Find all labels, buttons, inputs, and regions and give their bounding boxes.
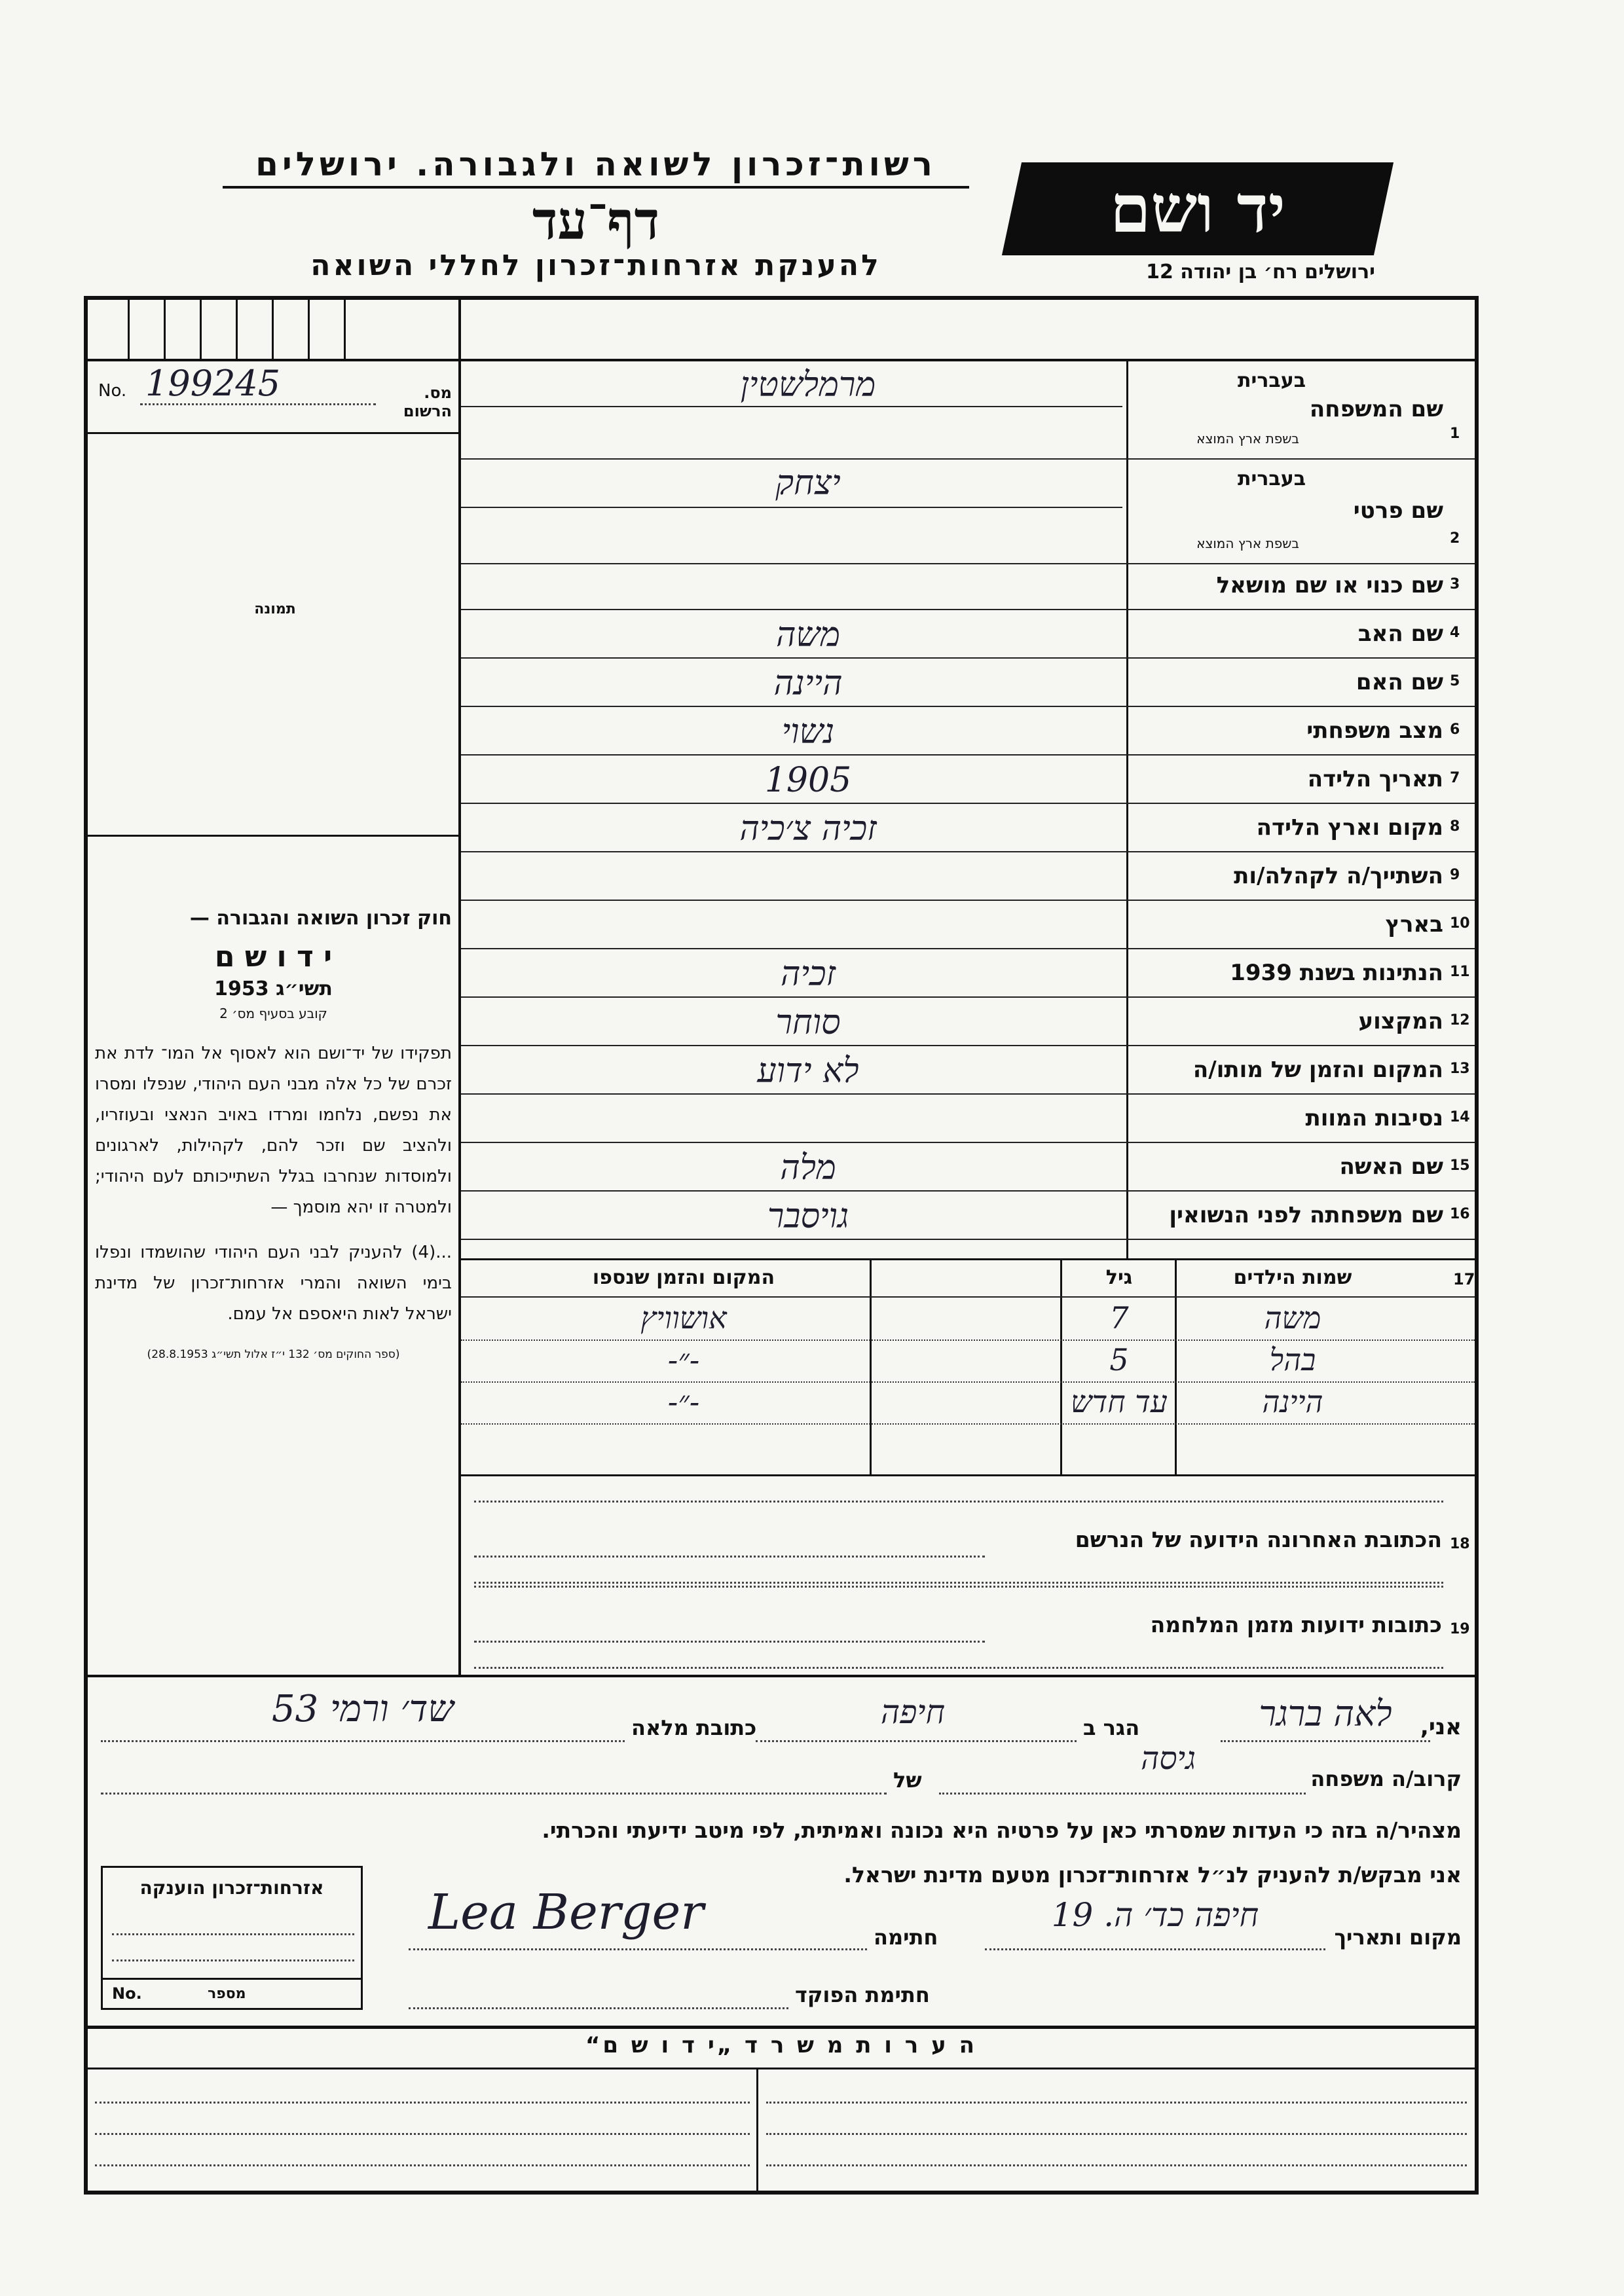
place-date-value: חיפה כד׳ ה. 19	[1051, 1896, 1259, 1934]
declarant-city: חיפה	[880, 1693, 946, 1731]
child-place: -״-	[667, 1342, 700, 1377]
field-row-2	[461, 460, 1475, 564]
field-label: השתייך/ה לקהלה/ות	[1234, 863, 1443, 889]
field-row-12	[461, 998, 1475, 1046]
registration-prefix: No.	[98, 381, 127, 401]
field-label: שם האשה	[1339, 1154, 1443, 1180]
field-value: זכיה צ׳כיה	[739, 809, 877, 848]
fields-area	[461, 361, 1475, 1258]
field-sub-hebrew: בעברית	[1238, 467, 1306, 490]
photo-label: תמונה	[254, 601, 296, 617]
form-subtitle: להענקת אזרחות־זכרון לחללי השואה	[310, 249, 881, 282]
field-label: שם המשפחה	[1309, 396, 1443, 422]
field-row-5	[461, 659, 1475, 707]
field-label: שם משפחתה לפני הנשואין	[1169, 1202, 1443, 1228]
child-name: בהל	[1269, 1342, 1316, 1377]
field-row-7	[461, 756, 1475, 804]
law-block	[95, 907, 452, 1361]
child-name: משה	[1264, 1300, 1321, 1336]
address-field-number: 19	[1450, 1621, 1470, 1637]
child-place: אושוויץ	[640, 1300, 727, 1336]
address-field-label: כתובות ידועות מזמן המלחמה	[1150, 1612, 1442, 1637]
registration-number: 199245	[145, 363, 281, 404]
office-notes-title: ה ע ר ו ת מ ש ר ד „י ד ו ש ם“	[585, 2032, 977, 2058]
registration-label: מס. הרשום	[403, 384, 452, 420]
field-row-15	[461, 1143, 1475, 1192]
law-name: י ד ו ש ם	[214, 940, 333, 974]
field-sub-origin: בשפת ארץ המוצא	[1196, 536, 1299, 551]
field-row-4	[461, 610, 1475, 659]
field-value: היינה	[773, 664, 843, 703]
law-year: תשי״ג 1953	[214, 977, 333, 1000]
child-name: היינה	[1262, 1384, 1323, 1419]
declaration-statement-1: מצהיר/ה בזה כי העדות שמסרתי כאן על פרטיה היא נכונה ואמיתית, לפי מיטב ידיעתי והכרתי.	[542, 1817, 1462, 1843]
child-row	[461, 1299, 1475, 1341]
law-clause: קובע בסעיף מס׳ 2	[219, 1006, 327, 1021]
logo-text: יד ושם	[1110, 170, 1285, 247]
field-label: הנתינות בשנת 1939	[1230, 960, 1443, 986]
children-col-age: גיל	[1105, 1266, 1133, 1289]
field-label: בארץ	[1385, 911, 1443, 938]
declarant-address: שד׳ ורמי 53	[271, 1688, 454, 1730]
field-value: 1905	[764, 761, 852, 800]
field-number: 11	[1450, 964, 1470, 980]
field-number: 2	[1450, 530, 1460, 547]
field-number: 12	[1450, 1012, 1470, 1029]
stamp-box-title: אזרחות־זכרון הוענקה	[139, 1877, 324, 1899]
field-value: משה	[775, 615, 841, 655]
field-sub-origin: בשפת ארץ המוצא	[1196, 431, 1299, 446]
children-col-place: המקום והזמן שנספו	[592, 1266, 775, 1289]
field-label: שם כנוי או שם מושאל	[1216, 572, 1443, 598]
authority-title: רשות־זכרון לשואה ולגבורה. ירושלים	[223, 145, 969, 189]
child-age: עד חדש	[1071, 1384, 1168, 1419]
law-text-1: תפקידו של יד־ושם הוא לאסוף אל המו־ לדת את זכרם של כל אלה מבני העם היהודי, שנפלו ומסרו את נפשם, נלחמו ומרדו באויב הנאצי ובעוזריו, ולהציב שם וזכר להם, לקהילות, לארגונים ולמוסדות שנחרבו בגלל השתייכותם לעם היהודי; ולמטרה זו יהא מוסמך —	[95, 1044, 452, 1217]
child-age: 7	[1109, 1300, 1129, 1336]
field-row-13	[461, 1046, 1475, 1095]
field-label: שם פרטי	[1353, 498, 1443, 524]
field-label: שם האב	[1357, 621, 1443, 647]
children-number: 17	[1453, 1270, 1475, 1288]
full-address-label: כתובת מלאה	[631, 1715, 757, 1740]
field-number: 6	[1450, 721, 1460, 738]
law-heading: חוק זכרון השואה והגבורה —	[189, 907, 452, 930]
field-number: 10	[1450, 915, 1470, 932]
field-value: נשוי	[781, 712, 835, 752]
relative-label: קרוב/ה משפחה	[1310, 1766, 1462, 1791]
declaration-statement-2: אני מבקש/ת להעניק לנ״ל אזרחות־זכרון מטעם מדינת ישראל.	[843, 1862, 1462, 1887]
logo-address: ירושלים רח׳ בן יהודה 12	[1146, 261, 1375, 283]
field-row-11	[461, 949, 1475, 998]
field-number: 7	[1450, 770, 1460, 786]
field-number: 4	[1450, 625, 1460, 641]
field-value: גויסבר	[767, 1197, 849, 1236]
field-number: 1	[1450, 426, 1460, 442]
field-label: שם האם	[1356, 669, 1443, 695]
field-row-14	[461, 1095, 1475, 1143]
officer-signature-label: חתימת הפוקד	[795, 1982, 930, 2007]
field-number: 15	[1450, 1157, 1470, 1174]
child-row	[461, 1341, 1475, 1383]
address-field-label: הכתובת האחרונה הידועה של הנרשם	[1075, 1527, 1442, 1552]
children-col-names: שמות הילדים	[1233, 1266, 1352, 1289]
field-number: 9	[1450, 867, 1460, 883]
citizenship-stamp-box	[101, 1866, 363, 2010]
field-row-10	[461, 901, 1475, 949]
of-label: של	[893, 1768, 922, 1793]
declaration-block	[88, 1675, 1475, 2041]
declarant-i-label: אני,	[1420, 1714, 1462, 1740]
field-row-9	[461, 852, 1475, 901]
child-age: 5	[1109, 1342, 1129, 1377]
field-number: 13	[1450, 1061, 1470, 1077]
declarant-name: לאה ברגר	[1259, 1693, 1392, 1734]
field-value: מלה	[780, 1148, 836, 1188]
address-field-number: 18	[1450, 1536, 1470, 1552]
field-row-16	[461, 1192, 1475, 1240]
field-row-8	[461, 804, 1475, 852]
yad-vashem-logo	[1002, 162, 1393, 255]
field-label: המקצוע	[1358, 1008, 1443, 1034]
field-row-6	[461, 707, 1475, 756]
field-value: זכיה	[780, 955, 836, 994]
field-value: יצחק	[775, 464, 841, 503]
law-reference: (ספר החוקים מס׳ 132 י״ז אלול תשי״ג 28.8.1953)	[147, 1348, 400, 1361]
child-place: -״-	[667, 1384, 700, 1419]
field-row-1	[461, 361, 1475, 460]
field-label: מקום וארץ הלידה	[1256, 814, 1443, 841]
field-label: המקום והזמן של מותו/ה	[1192, 1057, 1443, 1083]
field-row-3	[461, 564, 1475, 610]
place-date-label: מקום ותאריך	[1334, 1925, 1462, 1950]
declarant-resident-label: הגר ב	[1083, 1715, 1140, 1740]
stamp-box-number-label: מספר	[208, 1986, 246, 2002]
field-number: 8	[1450, 818, 1460, 835]
field-label: תאריך הלידה	[1307, 766, 1443, 792]
field-number: 5	[1450, 673, 1460, 689]
field-label: נסיבות המוות	[1305, 1105, 1443, 1131]
field-label: מצב משפחתי	[1306, 718, 1443, 744]
law-text-2: ...(4) להעניק לבני העם היהודי שהושמדו ונפלו בימי השואה והמרי אזרחות־זכרון של מדינת ישראל לאות היאספם אל עמם.	[95, 1243, 452, 1324]
registration-box	[98, 363, 452, 420]
field-number: 3	[1450, 576, 1460, 592]
signature-label: חתימה	[874, 1925, 938, 1950]
declarant-signature: Lea Berger	[428, 1884, 704, 1941]
child-row	[461, 1383, 1475, 1425]
field-value: מרמלשטין	[740, 365, 876, 405]
field-number: 16	[1450, 1206, 1470, 1222]
address-area	[461, 1474, 1475, 1675]
field-sub-hebrew: בעברית	[1238, 369, 1306, 392]
field-value: סוחר	[775, 1003, 841, 1042]
form-title: דף־עד	[532, 190, 660, 251]
declarant-relation: גיסה	[1141, 1740, 1196, 1777]
field-value: לא ידוע	[757, 1051, 859, 1091]
field-number: 14	[1450, 1109, 1470, 1125]
children-table	[461, 1258, 1475, 1474]
stamp-box-no: No.	[112, 1984, 142, 2003]
